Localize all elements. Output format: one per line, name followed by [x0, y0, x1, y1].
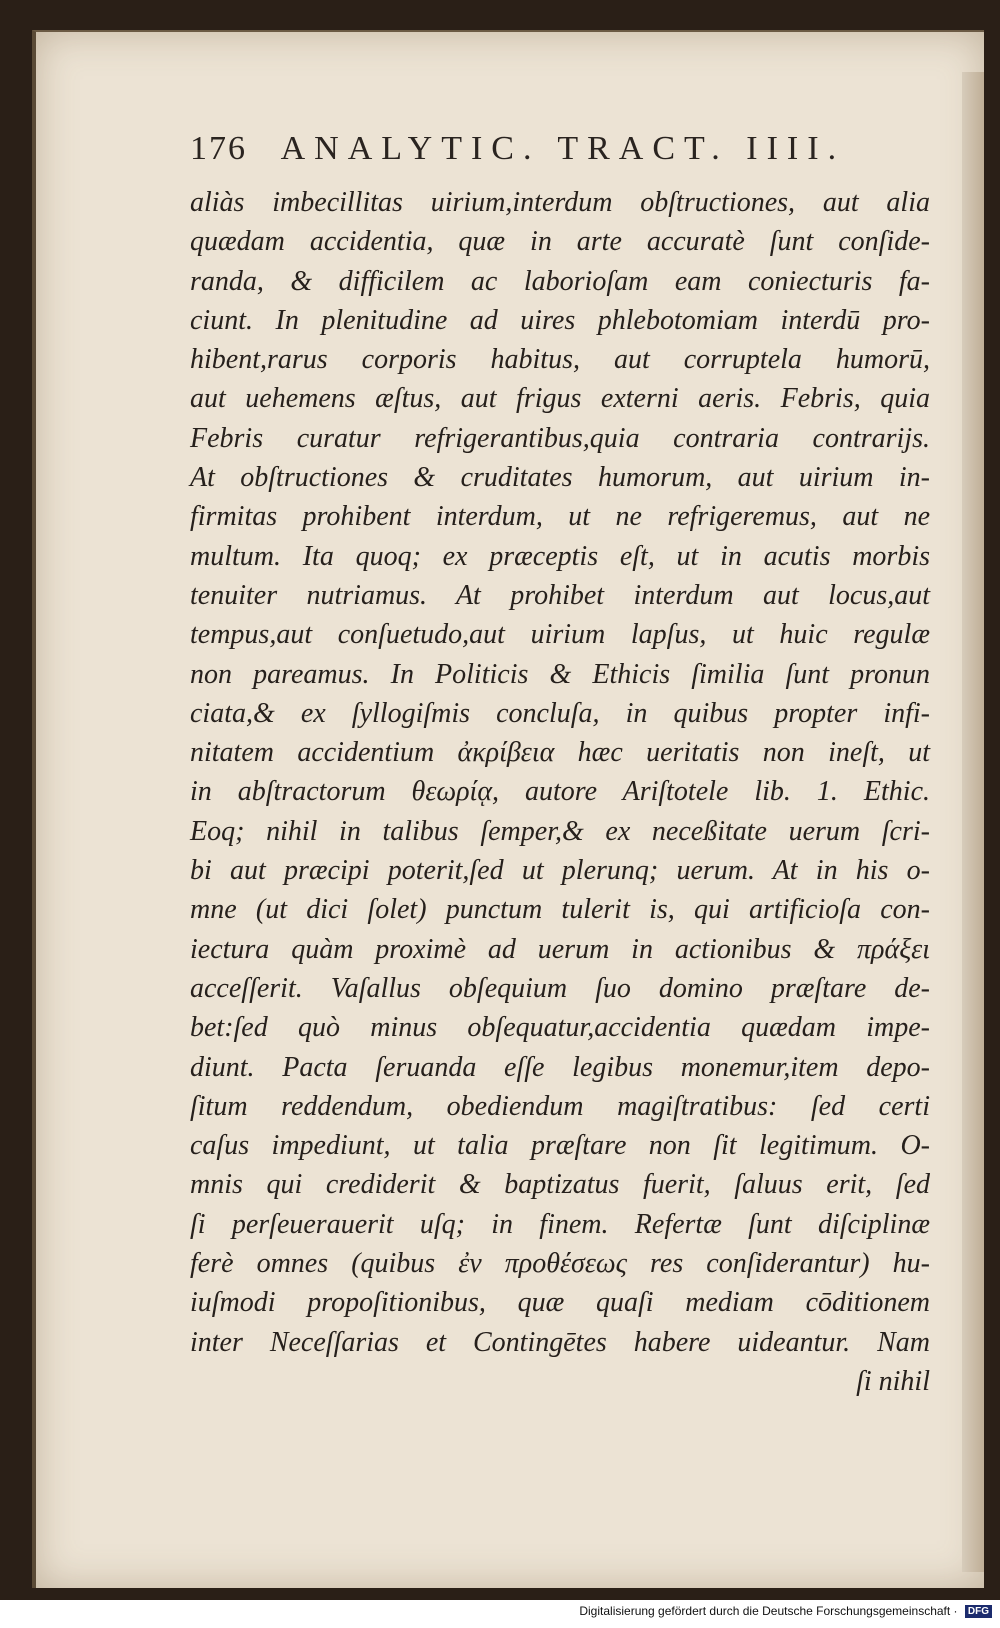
running-header — [190, 130, 890, 168]
text-line: diunt. Pacta ſeruanda eſſe legibus monemur,item depo- — [190, 1051, 930, 1083]
text-line: multum. Ita quoq; ex præceptis eſt, ut in acutis morbis — [190, 540, 930, 572]
text-line: firmitas prohibent interdum, ut ne refrigeremus, aut ne — [190, 501, 930, 533]
dfg-logo: DFG — [965, 1605, 992, 1618]
text-line: ferè omnes (quibus ἐν προθέσεως res conſiderantur) hu- — [190, 1248, 930, 1280]
text-line: mnis qui crediderit & baptizatus fuerit, ſaluus erit, ſed — [190, 1169, 930, 1201]
text-line: randa, & difficilem ac laborioſam eam coniecturis fa- — [190, 265, 930, 297]
running-title: ANALYTIC. TRACT. IIII. — [280, 130, 846, 167]
text-line: ſi nihil — [856, 1365, 930, 1397]
text-line: aliàs imbecillitas uirium,interdum obſtructiones, aut alia — [190, 187, 930, 218]
funding-notice: Digitalisierung gefördert durch die Deutsche Forschungsgemeinschaft · — [579, 1604, 958, 1618]
page-number: 176 — [190, 130, 247, 167]
text-line: iuſmodi propoſitionibus, quæ quaſi mediam cōditionem — [190, 1287, 930, 1319]
text-line: non pareamus. In Politicis & Ethicis ſimilia ſunt pronun — [190, 658, 930, 690]
page-body-text — [190, 183, 930, 1401]
text-line: bi aut præcipi poterit,ſed ut plerunq; uerum. At in his o- — [190, 855, 930, 887]
text-line: hibent,rarus corporis habitus, aut corruptela humorū, — [190, 344, 930, 376]
text-line: inter Neceſſarias et Contingētes habere uideantur. Nam — [190, 1326, 930, 1358]
text-line: ſitum reddendum, obediendum magiſtratibus: ſed certi — [190, 1090, 930, 1122]
text-line: tenuiter nutriamus. At prohibet interdum aut locus,aut — [190, 579, 930, 611]
text-line: ciunt. In plenitudine ad uires phlebotomiam interdū pro- — [190, 304, 930, 336]
text-line: nitatem accidentium ἀκρίβεια hæc ueritatis non ineſt, ut — [190, 737, 930, 769]
text-line: At obſtructiones & cruditates humorum, aut uirium in- — [190, 462, 930, 494]
text-line: Febris curatur refrigerantibus,quia contraria contrarijs. — [190, 422, 930, 454]
text-line: ſi perſeuerauerit uſq; in finem. Refertæ ſunt diſciplinæ — [190, 1208, 930, 1240]
page-edge — [962, 72, 984, 1572]
text-line: caſus impediunt, ut talia præſtare non ſit legitimum. O- — [190, 1130, 930, 1162]
text-line: quædam accidentia, quæ in arte accuratè ſunt conſide- — [190, 226, 930, 258]
text-line: aut uehemens æſtus, aut frigus externi aeris. Febris, quia — [190, 383, 930, 415]
text-line: ciata,& ex ſyllogiſmis concluſa, in quibus propter infi- — [190, 697, 930, 729]
text-line: tempus,aut conſuetudo,aut uirium lapſus, ut huic regulæ — [190, 619, 930, 651]
text-line: acceſſerit. Vaſallus obſequium ſuo domino præſtare de- — [190, 972, 930, 1004]
text-line: mne (ut dici ſolet) punctum tulerit is, qui artificioſa con- — [190, 894, 930, 926]
text-line: Eoq; nihil in talibus ſemper,& ex neceßitate uerum ſcri- — [190, 815, 930, 847]
text-line: bet:ſed quò minus obſequatur,accidentia quædam impe- — [190, 1012, 930, 1044]
text-line: in abſtractorum θεωρίᾳ, autore Ariſtotele lib. 1. Ethic. — [190, 776, 930, 808]
digitization-footer — [0, 1604, 1000, 1628]
text-line: iectura quàm proximè ad uerum in actionibus & πράξει — [190, 933, 930, 965]
